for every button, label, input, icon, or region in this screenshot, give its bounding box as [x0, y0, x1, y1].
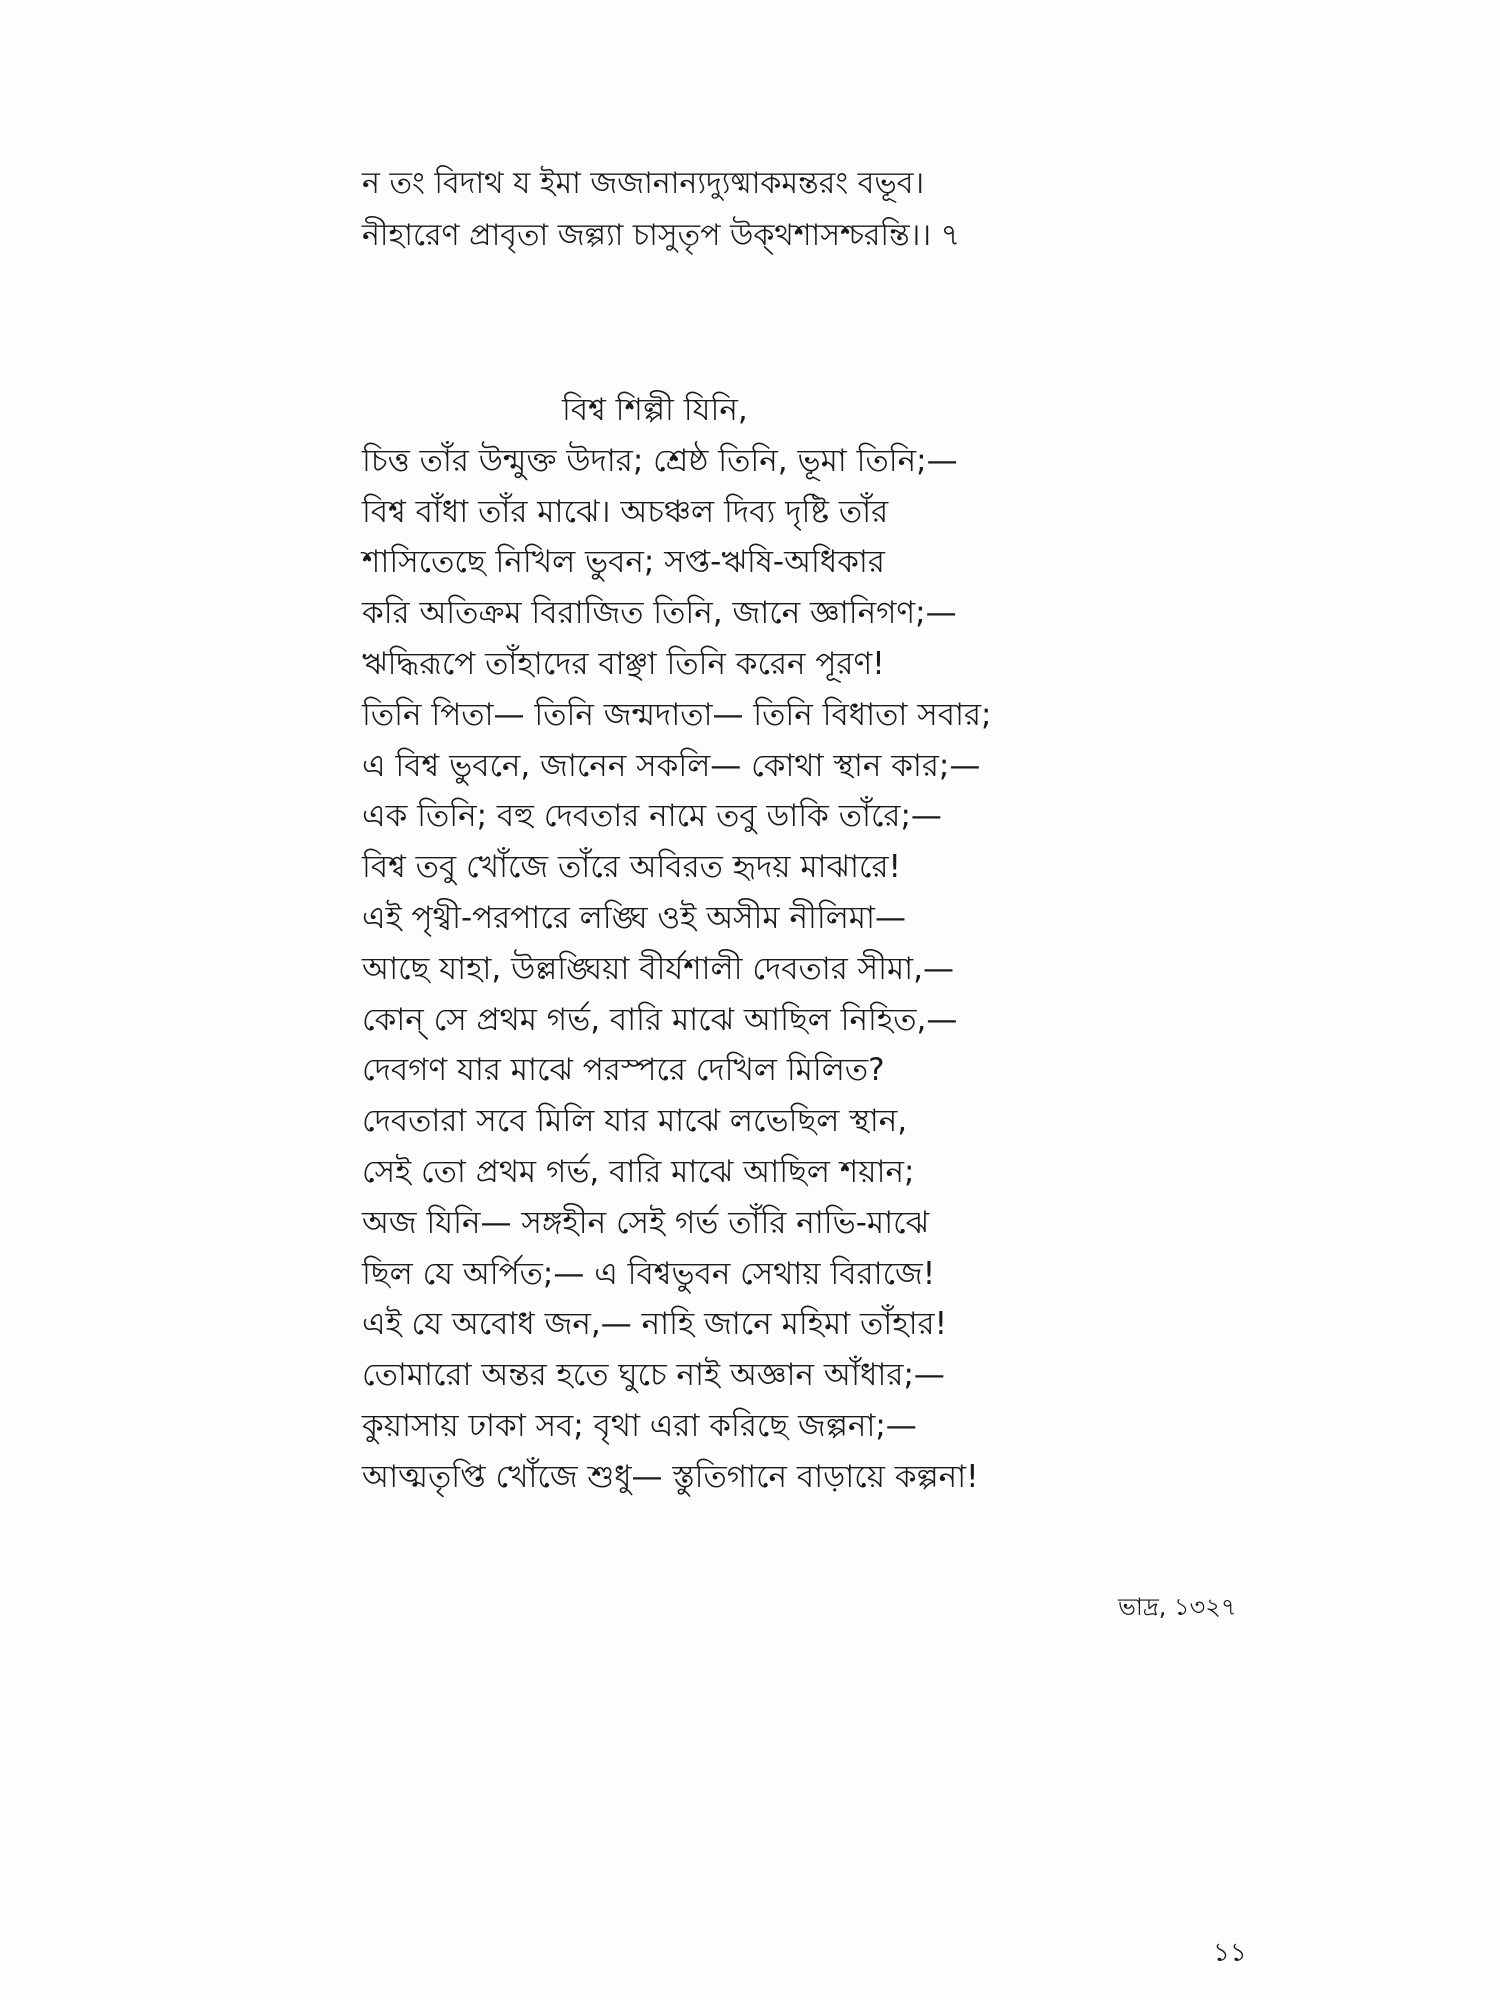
- bengali-poem: [362, 385, 1262, 1503]
- poem-line: আত্মতৃপ্তি খোঁজে শুধু— স্তুতিগানে বাড়ায়ে কল্পনা!: [362, 1458, 979, 1495]
- poem-line: এ বিশ্ব ভুবনে, জানেন সকলি— কোথা স্থান কার;—: [362, 747, 981, 784]
- poem-line: বিশ্ব বাঁধা তাঁর মাঝে। অচঞ্চল দিব্য দৃষ্টি তাঁর: [362, 493, 889, 530]
- poem-line: চিত্ত তাঁর উন্মুক্ত উদার; শ্রেষ্ঠ তিনি, ভূমা তিনি;—: [362, 442, 958, 479]
- poem-line: তিনি পিতা— তিনি জন্মদাতা— তিনি বিধাতা সবার;: [362, 696, 992, 733]
- poem-line: দেবগণ যার মাঝে পরস্পরে দেখিল মিলিত?: [362, 1052, 885, 1089]
- poem-line: তোমারো অন্তর হতে ঘুচে নাই অজ্ঞান আঁধার;—: [362, 1357, 945, 1394]
- poem-line: এই পৃথ্বী-পরপারে লঙ্ঘি ওই অসীম নীলিমা—: [362, 899, 906, 936]
- poem-date: ভাদ্র, ১৩২৭: [1118, 1593, 1237, 1621]
- poem-line: করি অতিক্রম বিরাজিত তিনি, জানে জ্ঞানিগণ;—: [362, 595, 957, 632]
- poem-line: আছে যাহা, উল্লঙ্ঘিয়া বীর্যশালী দেবতার সীমা,—: [362, 950, 955, 987]
- poem-line: অজ যিনি— সঙ্গহীন সেই গর্ভ তাঁরি নাভি-মাঝে: [362, 1204, 930, 1241]
- poem-line: সেই তো প্রথম গর্ভ, বারি মাঝে আছিল শয়ান;: [362, 1153, 915, 1190]
- poem-line: এই যে অবোধ জন,— নাহি জানে মহিমা তাঁহার!: [362, 1306, 948, 1343]
- sanskrit-verse: [362, 158, 1362, 262]
- poem-line: কোন্ সে প্রথম গর্ভ, বারি মাঝে আছিল নিহিত,—: [362, 1001, 958, 1038]
- poem-line: ছিল যে অর্পিত;— এ বিশ্বভুবন সেথায় বিরাজে!: [362, 1255, 936, 1292]
- poem-line: দেবতারা সবে মিলি যার মাঝে লভেছিল স্থান,: [362, 1103, 908, 1140]
- poem-line: এক তিনি; বহু দেবতার নামে তবু ডাকি তাঁরে;—: [362, 798, 942, 835]
- verse-line: নীহারেণ প্রাবৃতা জল্প্যা চাসুতৃপ উক্থশাসশ্চরন্তি।। ৭: [362, 218, 961, 253]
- poem-line: বিশ্ব শিল্পী যিনি,: [562, 392, 748, 428]
- page-number: ১১: [1213, 1938, 1247, 1968]
- verse-line: ন তং বিদাথ য ইমা জজানান্যদ্যুষ্মাকমন্তরং বভূব।: [362, 166, 925, 201]
- poem-line: ঋদ্ধিরূপে তাঁহাদের বাঞ্ছা তিনি করেন পূরণ!: [362, 645, 885, 682]
- poem-line: শাসিতেছে নিখিল ভুবন; সপ্ত-ঋষি-অধিকার: [362, 544, 885, 581]
- poem-line: কুয়াসায় ঢাকা সব; বৃথা এরা করিছে জল্পনা;—: [362, 1407, 917, 1444]
- poem-line: বিশ্ব তবু খোঁজে তাঁরে অবিরত হৃদয় মাঝারে!: [362, 849, 901, 886]
